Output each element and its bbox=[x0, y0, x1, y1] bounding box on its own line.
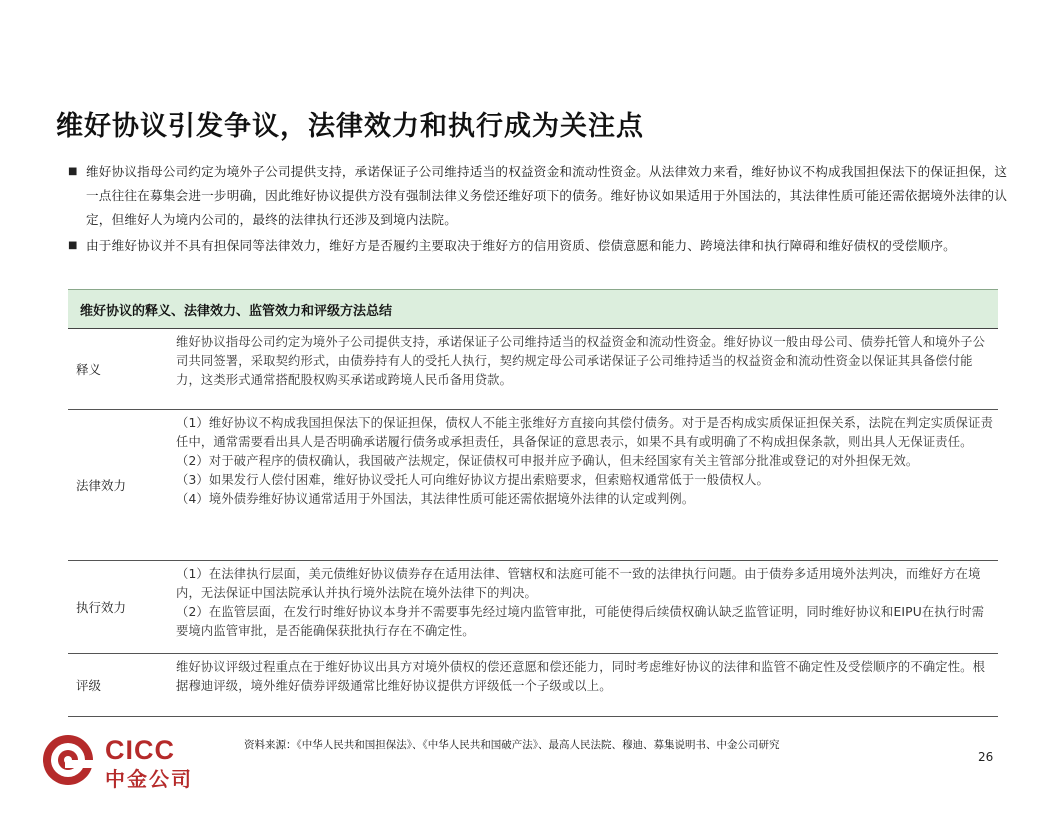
bullet-text: 维好协议指母公司约定为境外子公司提供支持，承诺保证子公司维持适当的权益资金和流动性资金。从法律效力来看，维好协议不构成我国担保法下的保证担保，这一点往往在募集会进一步明确，因此维好协议提供方没有强制法律义务偿还维好项下的债务。维好协议如果适用于外国法的，其法律性质可能还需依据境外法律的认定，但维好人为境内公司的，最终的法律执行还涉及到境内法院。 bbox=[86, 164, 1008, 227]
row-text: （2）在监管层面，在发行时维好协议本身并不需要事先经过境内监管审批，可能使得后续债权确认缺乏监管证明，同时维好协议和EIPU在执行时需要境内监管审批，是否能确保获批执行存在不确定性。 bbox=[176, 605, 985, 638]
row-text: （1）维好协议不构成我国担保法下的保证担保，债权人不能主张维好方直接向其偿付债务。对于是否构成实质保证担保关系，法院在判定实质保证责任中，通常需要看出具人是否明确承诺履行债务或承担责任，具备保证的意思表示，如果不具有或明确了不构成担保条款，则出具人无保证责任。 bbox=[176, 416, 994, 449]
cicc-logo bbox=[41, 733, 201, 789]
bullet-text: 由于维好协议并不具有担保同等法律效力，维好方是否履约主要取决于维好方的信用资质、偿债意愿和能力、跨境法律和执行障碍和维好债权的受偿顺序。 bbox=[86, 238, 956, 253]
page-number: 26 bbox=[978, 750, 994, 764]
row-content bbox=[164, 410, 998, 560]
row-text: （4）境外债券维好协议通常适用于外国法，其法律性质可能还需依据境外法律的认定或判例。 bbox=[176, 492, 695, 506]
table-row-rating bbox=[68, 654, 998, 717]
cicc-logo-icon bbox=[41, 733, 95, 787]
row-label: 执行效力 bbox=[76, 600, 127, 615]
brand-cn: 中金公司 bbox=[105, 767, 193, 791]
row-label: 释义 bbox=[76, 362, 102, 377]
row-text: 维好协议评级过程重点在于维好协议出具方对境外债权的偿还意愿和偿还能力，同时考虑维好协议的法律和监管不确定性及受偿顺序的不确定性。根据穆迪评级，境外维好债券评级通常比维好协议提供方评级低一个子级或以上。 bbox=[176, 660, 986, 693]
brand-en: CICC bbox=[105, 735, 175, 765]
table-header: 维好协议的释义、法律效力、监管效力和评级方法总结 bbox=[68, 289, 998, 329]
page-title: 维好协议引发争议，法律效力和执行成为关注点 bbox=[56, 111, 644, 142]
bullet-item bbox=[68, 160, 1018, 232]
row-text: 维好协议指母公司约定为境外子公司提供支持，承诺保证子公司维持适当的权益资金和流动性资金。维好协议一般由母公司、债券托管人和境外子公司共同签署，采取契约形式，由债券持有人的受托人执行，契约规定母公司承诺保证子公司维持适当的权益资金和流动性资金以保证其具备偿付能力，这类形式通常搭配股权购买承诺或跨境人民币备用贷款。 bbox=[176, 335, 986, 387]
row-label: 评级 bbox=[76, 678, 102, 693]
summary-table bbox=[68, 289, 998, 717]
row-text: （3）如果发行人偿付困难，维好协议受托人可向维好协议方提出索赔要求，但索赔权通常低于一般债权人。 bbox=[176, 473, 769, 487]
square-bullet-icon: ■ bbox=[68, 240, 78, 251]
table-row-legal-effect bbox=[68, 410, 998, 561]
row-text: （1）在法律执行层面，美元债维好协议债券存在适用法律、管辖权和法庭可能不一致的法律执行问题。由于债券多适用境外法判决，而维好方在境内，无法保证中国法院承认并执行境外法院在境外法律下的判决。 bbox=[176, 567, 981, 600]
row-label: 法律效力 bbox=[76, 478, 127, 493]
bullet-list bbox=[68, 160, 1018, 260]
table-row-enforcement bbox=[68, 561, 998, 654]
row-content bbox=[164, 654, 998, 716]
table-row-definition bbox=[68, 329, 998, 410]
square-bullet-icon: ■ bbox=[68, 166, 78, 177]
bullet-item bbox=[68, 234, 1018, 258]
row-content bbox=[164, 561, 998, 653]
row-text: （2）对于破产程序的债权确认，我国破产法规定，保证债权可申报并应予确认，但未经国家有关主管部分批准或登记的对外担保无效。 bbox=[176, 454, 919, 468]
source-note: 资料来源：《中华人民共和国担保法》、《中华人民共和国破产法》、最高人民法院、穆迪、募集说明书、中金公司研究 bbox=[244, 739, 780, 751]
row-content bbox=[164, 329, 998, 409]
